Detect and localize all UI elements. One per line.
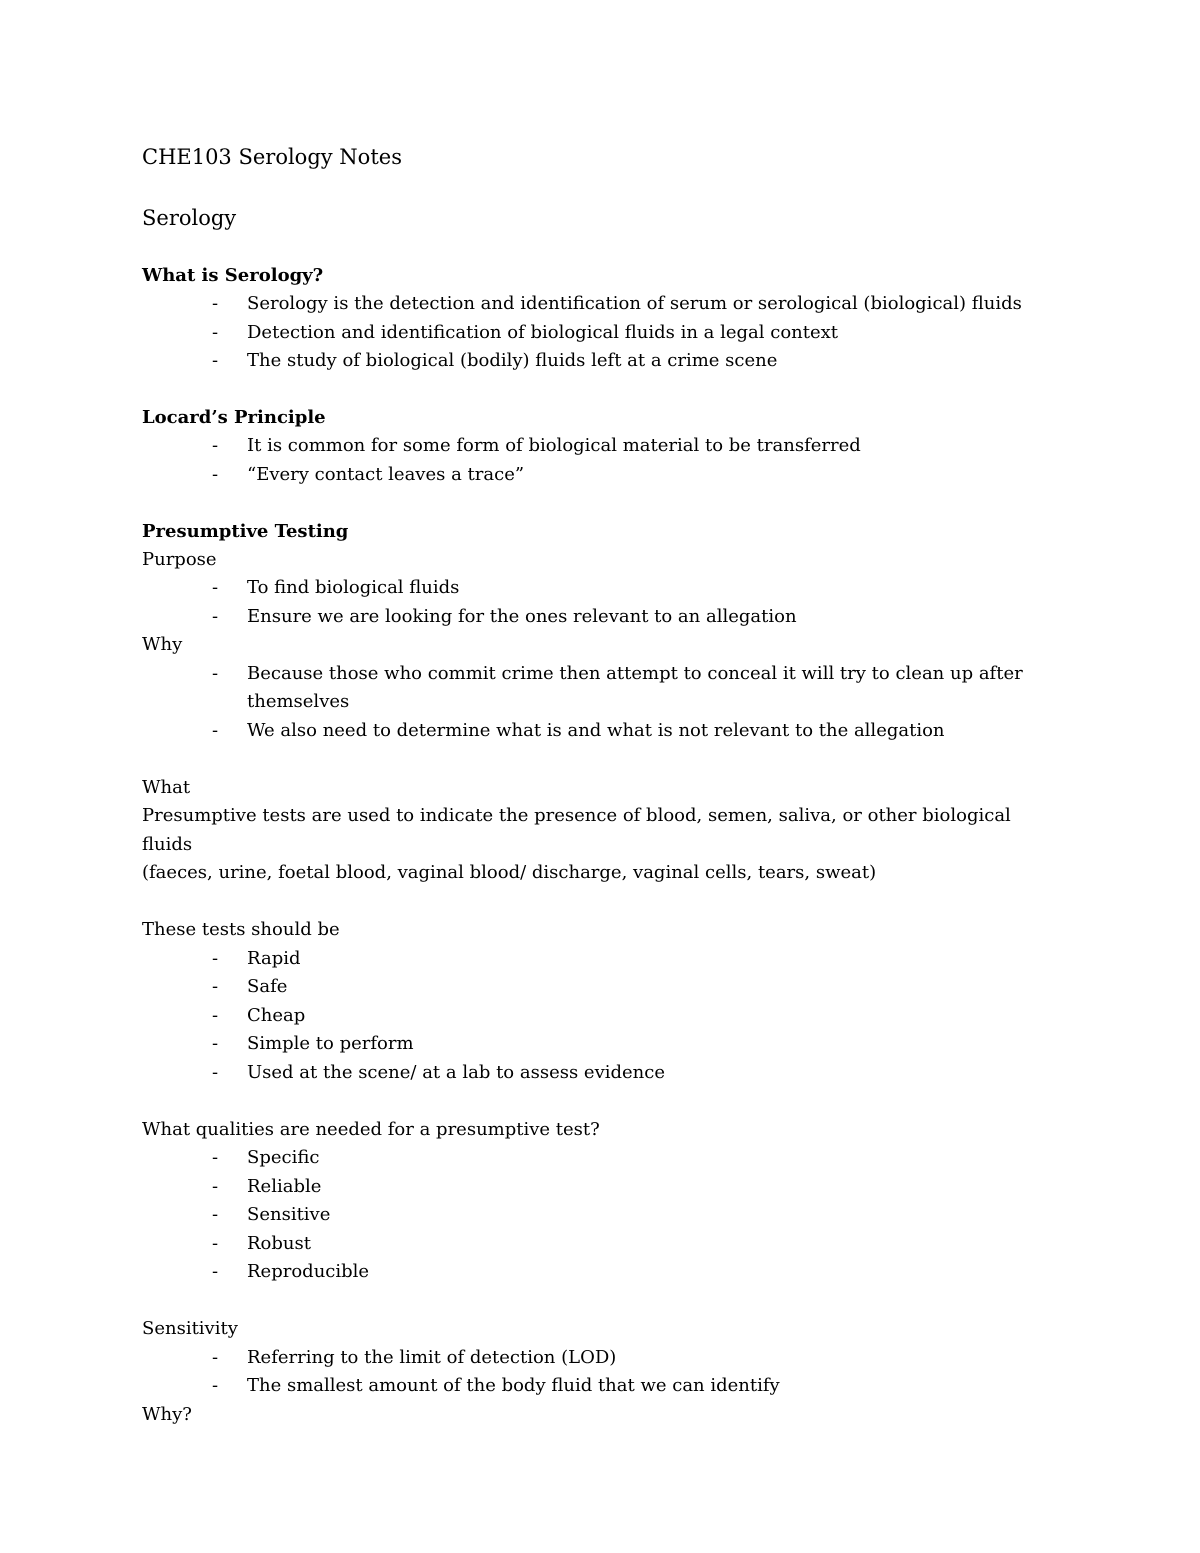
label-purpose: Purpose <box>142 548 217 570</box>
list-item: - It is common for some form of biological material to be transferred <box>247 432 1042 461</box>
list-item: - To find biological fluids <box>247 574 1042 603</box>
label-why: Why <box>142 634 183 655</box>
list-item: - Referring to the limit of detection (LOD) <box>247 1344 1042 1373</box>
list-locards-principle <box>142 432 1042 489</box>
subheading-what-is-serology: What is Serology? <box>142 265 324 286</box>
list-item: - “Every contact leaves a trace” <box>247 461 1042 490</box>
list-item: - Detection and identification of biological fluids in a legal context <box>247 319 1042 348</box>
list-item: - We also need to determine what is and what is not relevant to the allegation <box>247 717 1042 746</box>
section-heading-serology: Serology <box>142 206 237 230</box>
paragraph-what-line-1: Presumptive tests are used to indicate the presence of blood, semen, saliva, or other biological fluids <box>142 805 1011 855</box>
list-item: - Rapid <box>247 945 1042 974</box>
list-item: - Safe <box>247 973 1042 1002</box>
list-item: - Cheap <box>247 1002 1042 1031</box>
list-item: - Reliable <box>247 1173 1042 1202</box>
list-item: - Used at the scene/ at a lab to assess evidence <box>247 1059 1042 1088</box>
list-purpose <box>142 574 1042 631</box>
list-tests-should-be <box>142 945 1042 1088</box>
list-item: - Robust <box>247 1230 1042 1259</box>
list-what-is-serology <box>142 290 1042 376</box>
list-qualities <box>142 1144 1042 1287</box>
subheading-presumptive-testing: Presumptive Testing <box>142 520 349 542</box>
document-title: CHE103 Serology Notes <box>142 145 402 169</box>
list-item: - Specific <box>247 1144 1042 1173</box>
paragraph-what-line-2: (faeces, urine, foetal blood, vaginal blood/ discharge, vaginal cells, tears, sweat) <box>142 862 877 883</box>
list-item: - Sensitive <box>247 1201 1042 1230</box>
list-item: - Simple to perform <box>247 1030 1042 1059</box>
list-item: - Reproducible <box>247 1258 1042 1287</box>
list-item: - Because those who commit crime then attempt to conceal it will try to clean up after themselves <box>247 660 1042 717</box>
label-sensitivity: Sensitivity <box>142 1318 238 1339</box>
subheading-locards-principle: Locard’s Principle <box>142 407 326 428</box>
label-what: What <box>142 776 191 798</box>
document-body <box>142 143 1042 1429</box>
list-sensitivity <box>142 1344 1042 1401</box>
label-why-question: Why? <box>142 1403 192 1425</box>
list-item: - Serology is the detection and identification of serum or serological (biological) fluids <box>247 290 1042 319</box>
list-why <box>142 660 1042 746</box>
list-item: - Ensure we are looking for the ones relevant to an allegation <box>247 603 1042 632</box>
label-tests-should-be: These tests should be <box>142 919 340 940</box>
list-item: - The study of biological (bodily) fluids left at a crime scene <box>247 347 1042 376</box>
label-qualities: What qualities are needed for a presumptive test? <box>142 1118 600 1140</box>
list-item: - The smallest amount of the body fluid that we can identify <box>247 1372 1042 1401</box>
